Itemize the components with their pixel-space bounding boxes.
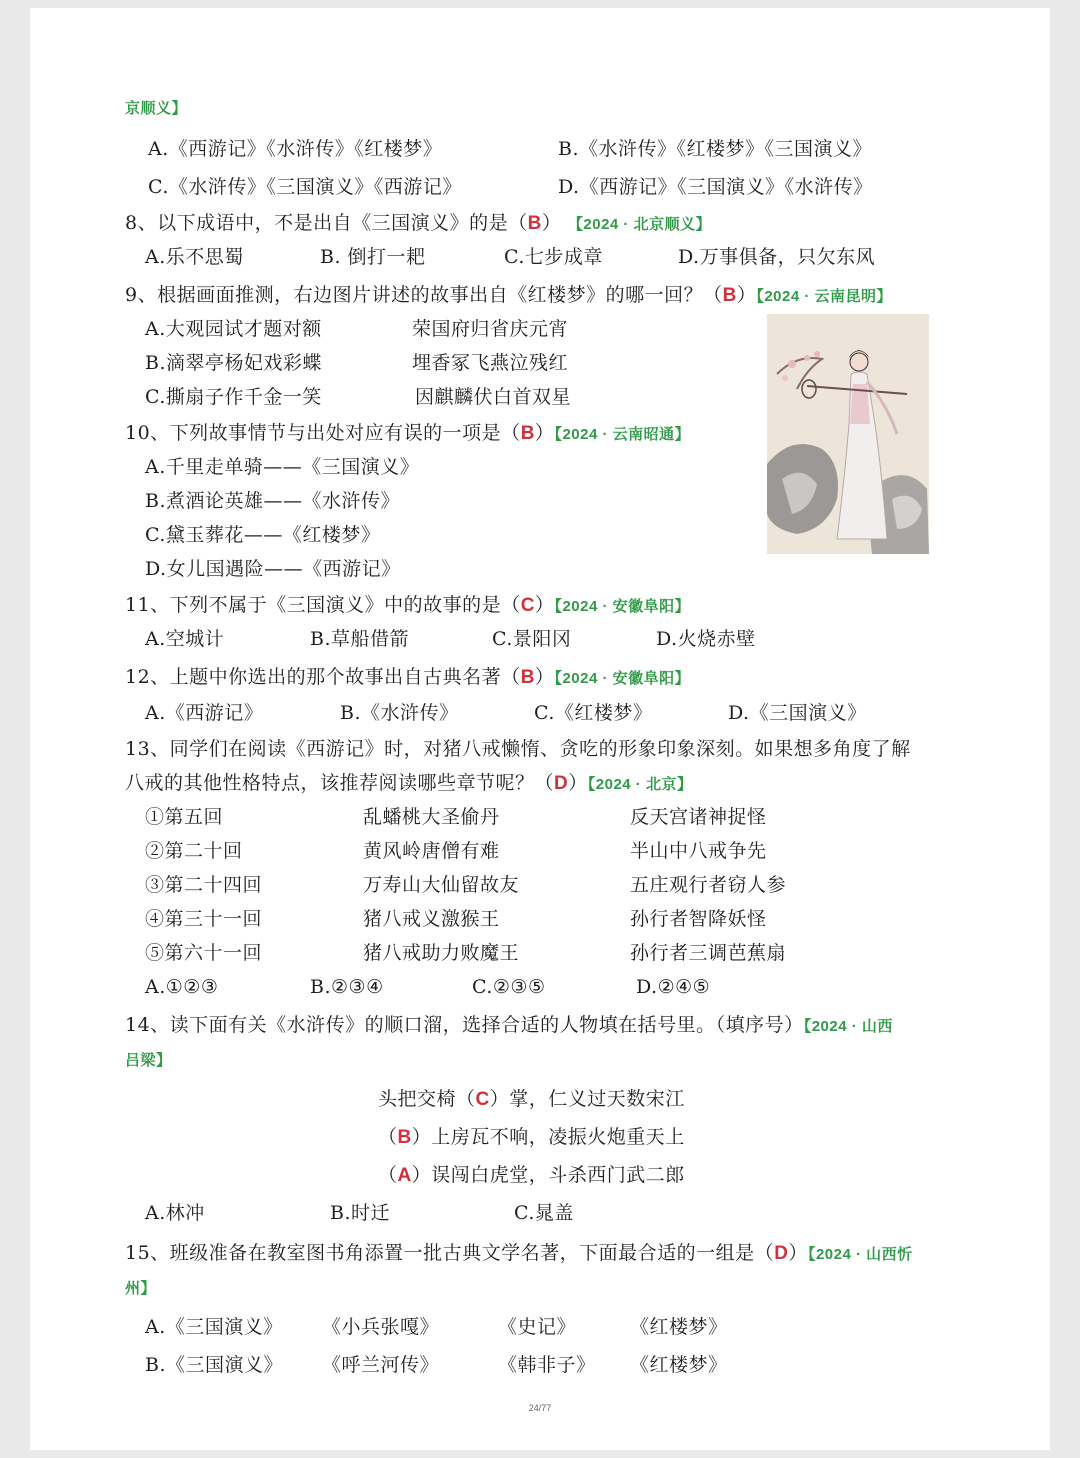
q13-option-d: D.②④⑤: [636, 976, 711, 998]
q12-option-a: A.《西游记》: [145, 702, 264, 724]
q15-option-a-book-2: 《小兵张嘎》: [322, 1316, 440, 1338]
verse-text: ）误闯白虎堂，斗杀西门武二郎: [411, 1164, 685, 1186]
q11-option-b: B.草船借箭: [310, 628, 410, 650]
verse-text: ）掌，仁义过天数宋江: [489, 1088, 685, 1110]
verse-text: （: [378, 1126, 398, 1148]
source-tag: 【2024 · 安徽阜阳】: [554, 598, 691, 615]
question-stem: 11、下列不属于《三国演义》中的故事的是（: [125, 594, 521, 616]
q11-option-a: A.空城计: [145, 628, 225, 650]
chapter-title-first: 万寿山大仙留故友: [363, 874, 520, 896]
q8-option-b: B. 倒打一耙: [320, 246, 426, 268]
q15-option-b-book-1: B.《三国演义》: [145, 1354, 284, 1376]
answer: B: [520, 423, 535, 444]
q14-option-c: C.晁盖: [514, 1202, 574, 1224]
chapter-number: ④第三十一回: [145, 908, 263, 930]
q7-option-a: A.《西游记》《水浒传》《红楼梦》: [148, 138, 443, 160]
q12-option-d: D.《三国演义》: [728, 702, 867, 724]
source-tag-continued: 吕梁】: [125, 1052, 172, 1069]
q14-option-b: B.时迁: [330, 1202, 391, 1224]
verse-text: ）上房瓦不响，凌振火炮重天上: [411, 1126, 685, 1148]
q8-option-d: D.万事俱备，只欠东风: [678, 246, 876, 268]
verse-line-1: [378, 1086, 685, 1113]
verse-line-3: [378, 1162, 685, 1189]
answer: A: [397, 1165, 412, 1186]
chapter-title-first: 猪八戒义激猴王: [363, 908, 500, 930]
source-tag: 【2024 · 北京顺义】: [567, 216, 712, 233]
q9-option-b-left: B.滴翠亭杨妃戏彩蝶: [145, 352, 323, 374]
q10-option-b: B.煮酒论英雄——《水浒传》: [145, 490, 401, 512]
answer: B: [527, 213, 542, 234]
q9-option-a-left: A.大观园试才题对额: [145, 318, 322, 340]
chapter-title-first: 黄风岭唐僧有难: [363, 840, 500, 862]
q12-option-b: B.《水浒传》: [340, 702, 459, 724]
q8-option-c: C.七步成章: [504, 246, 603, 268]
question-stem: 14、读下面有关《水浒传》的顺口溜，选择合适的人物填在括号里。（填序号）: [125, 1014, 804, 1036]
verse-text: 头把交椅（: [378, 1088, 476, 1110]
q11-option-c: C.景阳冈: [492, 628, 572, 650]
answer: B: [722, 285, 737, 306]
chapter-number: ⑤第六十一回: [145, 942, 263, 964]
answer: D: [774, 1243, 789, 1264]
q13-option-b: B.②③④: [310, 976, 384, 998]
bracket: ）: [568, 772, 588, 794]
q13-option-a: A.①②③: [145, 976, 219, 998]
answer: C: [520, 595, 535, 616]
question-15: [125, 1240, 913, 1268]
q9-option-b-right: 埋香冢飞燕泣残红: [412, 352, 569, 374]
lady-with-fan-illustration: [767, 314, 929, 554]
bracket: ）: [541, 212, 562, 234]
chapter-title-first: 乱蟠桃大圣偷丹: [363, 806, 500, 828]
source-tag: 【2024 · 云南昭通】: [554, 426, 691, 443]
q15-option-b-book-3: 《韩非子》: [498, 1354, 596, 1376]
q15-option-a-book-3: 《史记》: [498, 1316, 577, 1338]
bracket: ）: [534, 594, 555, 616]
q10-option-a: A.千里走单骑——《三国演义》: [145, 456, 420, 478]
source-tag-continued: 州】: [125, 1280, 157, 1297]
q9-option-c-left: C.撕扇子作千金一笑: [145, 386, 322, 408]
source-tag: 【2024 · 安徽阜阳】: [554, 670, 691, 687]
q13-option-c: C.②③⑤: [472, 976, 546, 998]
q15-option-b-book-2: 《呼兰河传》: [322, 1354, 440, 1376]
question-13-stem-line-1: 13、同学们在阅读《西游记》时，对猪八戒懒惰、贪吃的形象印象深刻。如果想多角度了解: [125, 738, 911, 760]
verse-line-2: [378, 1124, 685, 1151]
bracket: ）: [534, 422, 555, 444]
chapter-title-first: 猪八戒助力败魔王: [363, 942, 520, 964]
chapter-title-second: 孙行者三调芭蕉扇: [630, 942, 787, 964]
source-tag: 【2024 · 山西忻: [807, 1246, 913, 1263]
question-stem: 10、下列故事情节与出处对应有误的一项是（: [125, 422, 521, 444]
question-stem: 8、以下成语中，不是出自《三国演义》的是（: [125, 212, 528, 234]
q7-option-c: C.《水浒传》《三国演义》《西游记》: [148, 176, 462, 198]
question-stem: 9、根据画面推测，右边图片讲述的故事出自《红楼梦》的哪一回？（: [125, 284, 723, 306]
document-page: [30, 8, 1050, 1450]
question-12: [125, 664, 690, 692]
q15-option-b-book-4: 《红楼梦》: [630, 1354, 728, 1376]
chapter-title-second: 孙行者智降妖怪: [630, 908, 767, 930]
bracket: ）: [788, 1242, 808, 1264]
q11-option-d: D.火烧赤壁: [656, 628, 756, 650]
question-10: [125, 420, 690, 448]
verse-text: （: [378, 1164, 398, 1186]
question-11: [125, 592, 690, 620]
question-stem: 15、班级准备在教室图书角添置一批古典文学名著，下面最合适的一组是（: [125, 1242, 775, 1264]
q12-option-c: C.《红楼梦》: [534, 702, 653, 724]
source-tag: 【2024 · 北京】: [587, 776, 693, 793]
q10-option-d: D.女儿国遇险——《西游记》: [145, 558, 401, 580]
chapter-number: ③第二十四回: [145, 874, 263, 896]
source-tag: 【2024 · 云南昆明】: [756, 288, 893, 305]
q10-option-c: C.黛玉葬花——《红楼梦》: [145, 524, 381, 546]
answer: B: [397, 1127, 412, 1148]
question-14: [125, 1012, 893, 1040]
q7-option-d: D.《西游记》《三国演义》《水浒传》: [558, 176, 873, 198]
bracket: ）: [534, 666, 555, 688]
answer: B: [520, 667, 535, 688]
answer: D: [554, 773, 569, 794]
source-tag: 京顺义】: [125, 100, 188, 117]
answer: C: [475, 1089, 490, 1110]
question-stem: 八戒的其他性格特点，该推荐阅读哪些章节呢？（: [125, 772, 555, 794]
page-number: 24/77: [528, 1403, 552, 1413]
question-8: [125, 210, 711, 238]
question-13-stem-line-2: [125, 770, 692, 798]
chapter-title-second: 五庄观行者窃人参: [630, 874, 787, 896]
q15-option-a-book-1: A.《三国演义》: [145, 1316, 283, 1338]
chapter-number: ①第五回: [145, 806, 224, 828]
chapter-number: ②第二十回: [145, 840, 243, 862]
q9-option-c-right: 因麒麟伏白首双星: [415, 386, 572, 408]
chapter-title-second: 半山中八戒争先: [630, 840, 767, 862]
chapter-title-second: 反天宫诸神捉怪: [630, 806, 767, 828]
q14-option-a: A.林冲: [145, 1202, 205, 1224]
q7-option-b: B.《水浒传》《红楼梦》《三国演义》: [558, 138, 873, 160]
question-stem: 12、上题中你选出的那个故事出自古典名著（: [125, 666, 521, 688]
q15-option-a-book-4: 《红楼梦》: [630, 1316, 728, 1338]
source-tag: 【2024 · 山西: [803, 1018, 893, 1035]
q9-option-a-right: 荣国府归省庆元宵: [412, 318, 569, 340]
question-9: [125, 282, 892, 310]
story-illustration: [767, 314, 929, 554]
bracket: ）: [736, 284, 757, 306]
q8-option-a: A.乐不思蜀: [145, 246, 244, 268]
